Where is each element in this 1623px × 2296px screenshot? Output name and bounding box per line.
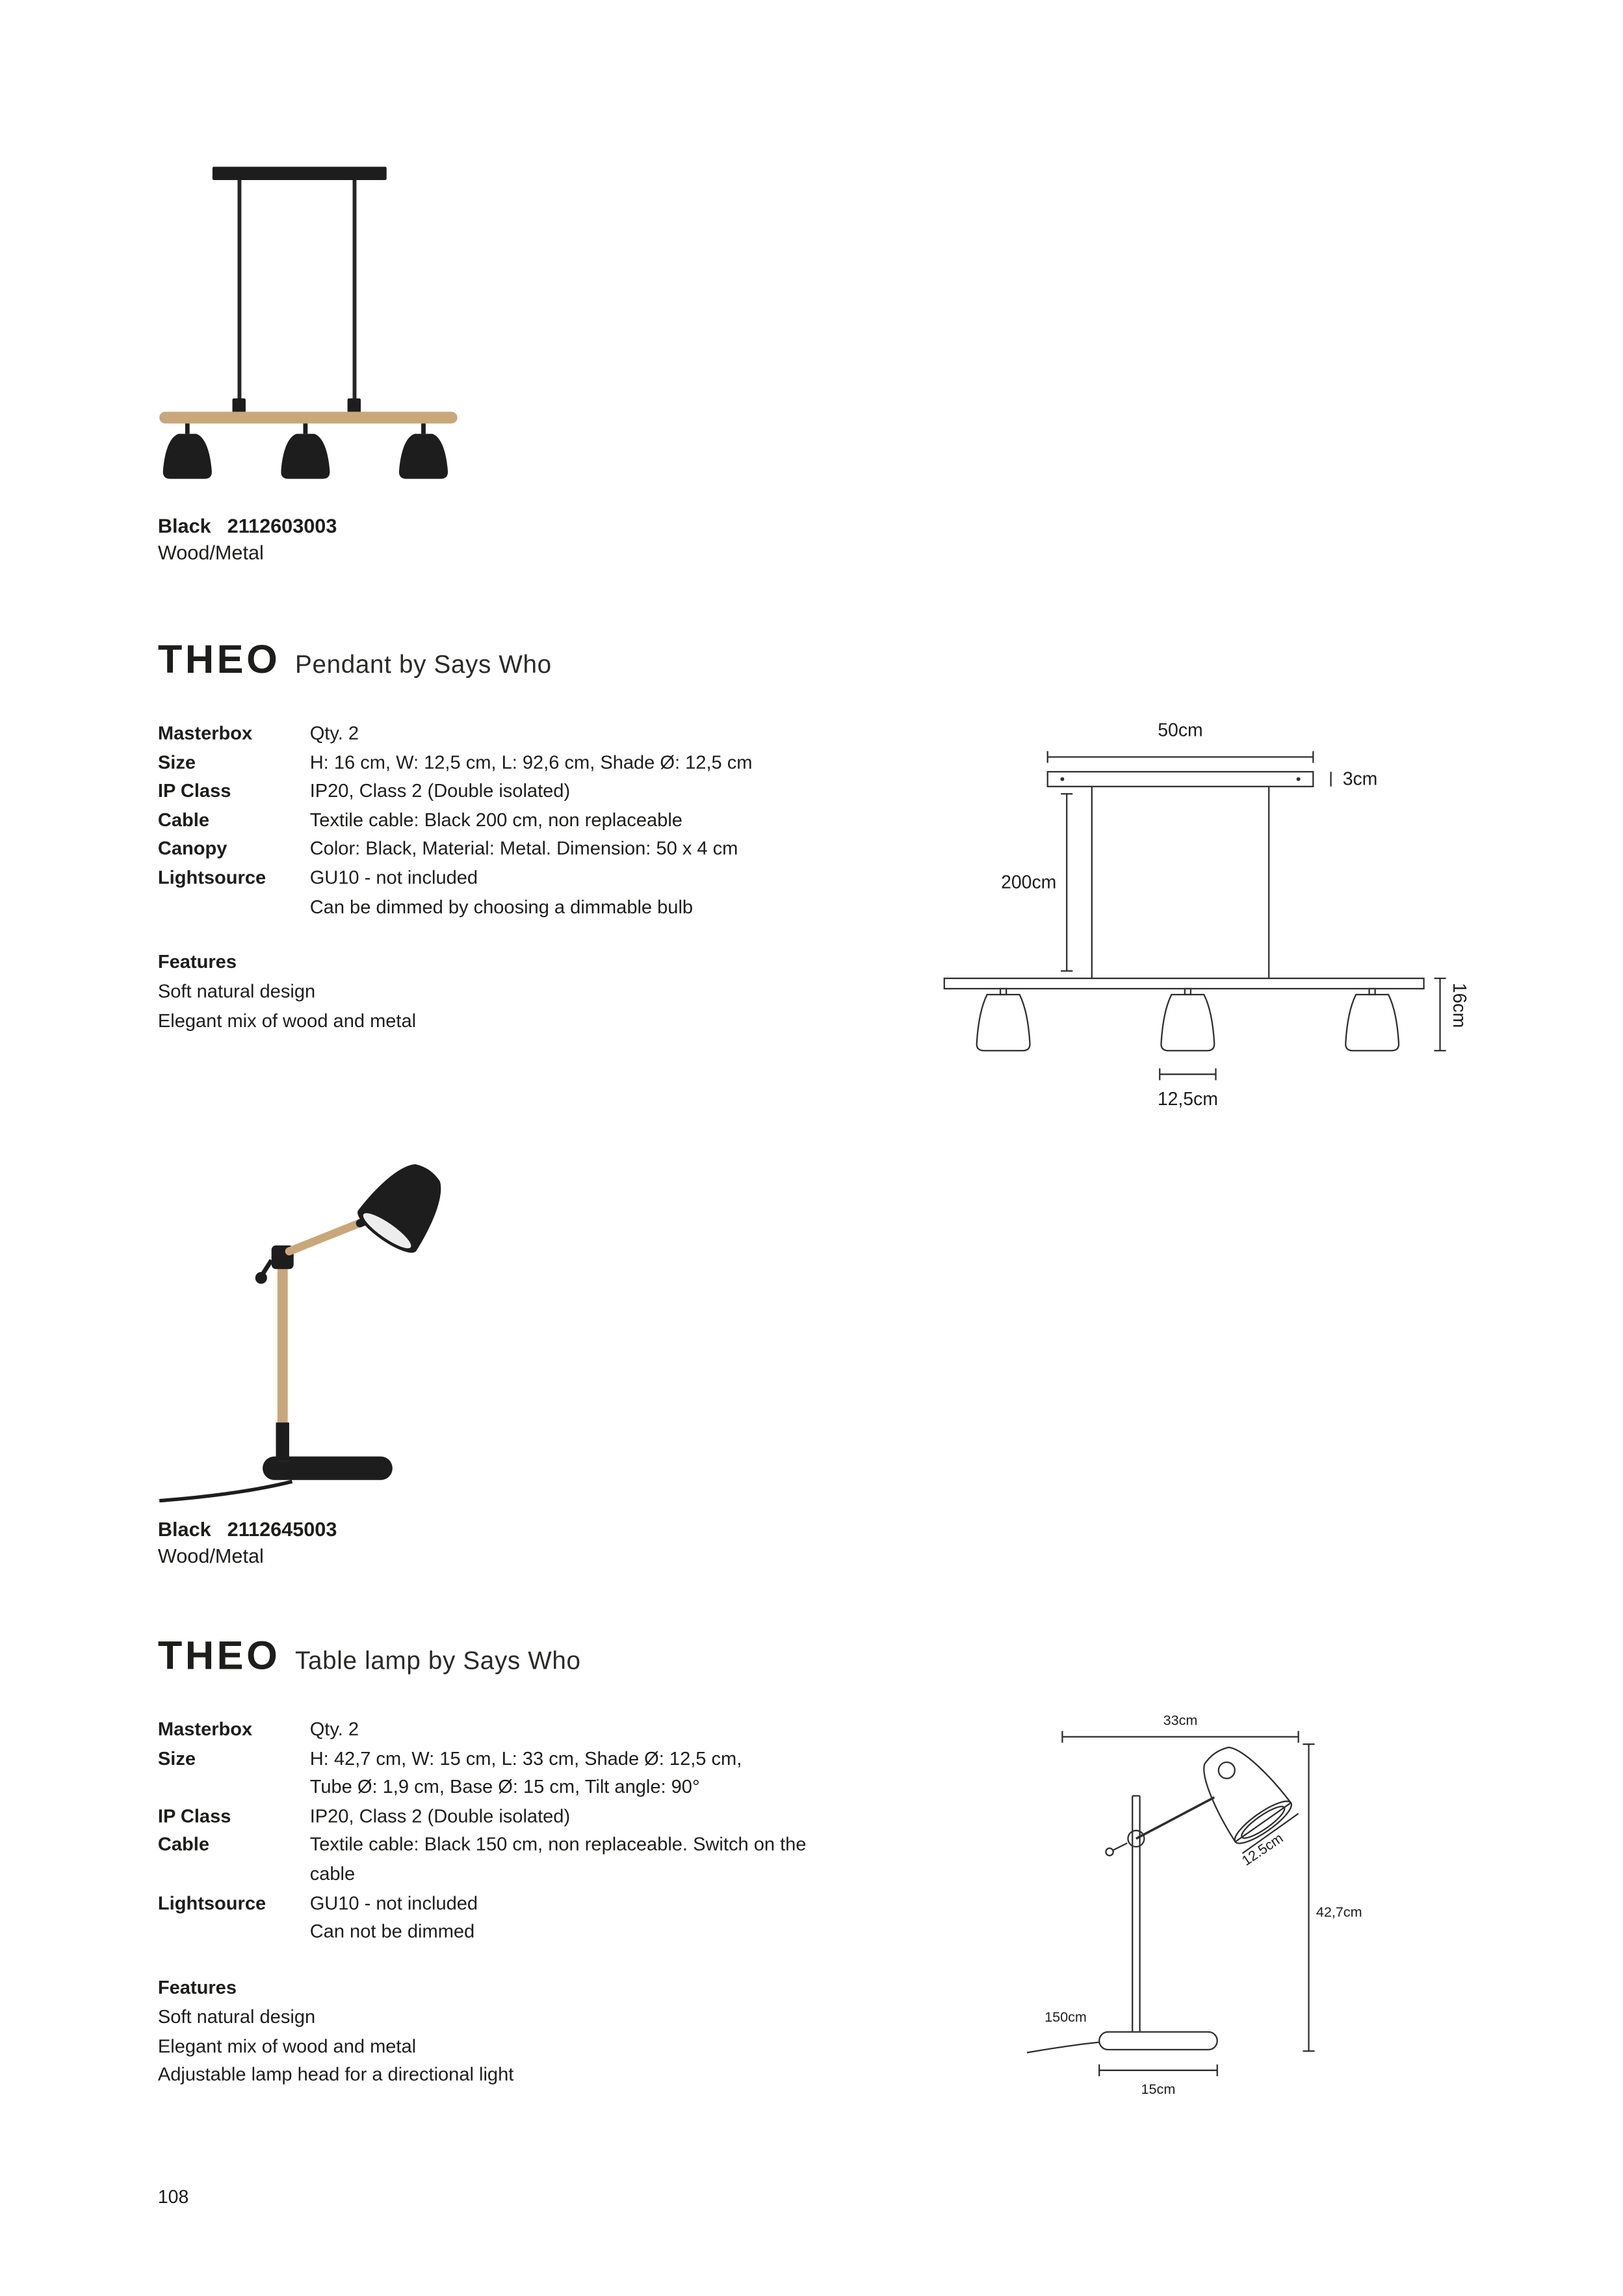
spec-value: GU10 - not included — [309, 866, 478, 889]
table-lamp-dimension-drawing — [1018, 1704, 1387, 2140]
variant-material: Wood/Metal — [157, 1545, 264, 1567]
features-title: Features — [157, 1976, 237, 1998]
spec-table — [158, 1715, 866, 1946]
product-caption — [158, 1517, 337, 1571]
spec-value: IP20, Class 2 (Double isolated) — [309, 779, 571, 802]
power-cable — [159, 1481, 292, 1501]
wood-arm — [289, 1222, 363, 1251]
spec-value: Tube Ø: 1,9 cm, Base Ø: 15 cm, Tilt angle: 90° — [309, 1775, 700, 1798]
wood-bar — [159, 411, 458, 423]
feature-item: Soft natural design — [157, 980, 316, 1003]
dim-fixture-height-label: 16cm — [1449, 982, 1470, 1028]
shade-stem — [185, 423, 190, 434]
dim-shade-diameter-label: 12.5cm — [1239, 1831, 1287, 1870]
dim-shade-diameter-label: 12,5cm — [1157, 1089, 1218, 1110]
spec-value: H: 42,7 cm, W: 15 cm, L: 33 cm, Shade Ø: 12,5 cm, — [309, 1746, 742, 1769]
spec-label: Cable — [157, 808, 210, 831]
lamp-shade — [399, 434, 448, 478]
product-title: THEO — [157, 1633, 281, 1678]
spec-label: Lightsource — [157, 1891, 266, 1914]
spec-row — [158, 892, 807, 920]
spec-value: Can be dimmed by choosing a dimmable bulb — [309, 894, 694, 917]
spec-row — [158, 834, 807, 863]
lamp-shade — [281, 434, 330, 478]
spec-row — [158, 1743, 866, 1772]
feature-item: Adjustable lamp head for a directional light — [157, 2063, 514, 2086]
features-title: Features — [157, 950, 237, 972]
spec-label: Masterbox — [157, 1717, 253, 1740]
spec-row — [158, 1859, 866, 1888]
pendant-ceiling-bar — [213, 167, 387, 180]
spec-row — [158, 748, 807, 776]
pendant-dimension-lines — [915, 709, 1505, 1136]
spec-row — [158, 776, 807, 805]
shade-stem — [421, 423, 426, 434]
spec-label — [158, 1859, 310, 1888]
spec-value: GU10 - not included — [309, 1891, 478, 1914]
spec-row — [158, 1715, 866, 1743]
pole-bottom-sleeve — [276, 1422, 289, 1461]
spec-table — [158, 718, 807, 920]
spec-value: H: 16 cm, W: 12,5 cm, L: 92,6 cm, Shade Ø: 12,5 cm — [309, 750, 753, 773]
dim-height-label: 42,7cm — [1316, 1905, 1362, 1922]
dim-canopy-depth-label: 3cm — [1342, 768, 1378, 790]
spec-label: Masterbox — [157, 722, 253, 744]
spec-label: IP Class — [157, 1804, 231, 1827]
product-heading — [158, 1634, 581, 1679]
pendant-dimension-drawing — [915, 709, 1505, 1136]
spec-value: Can not be dimmed — [309, 1920, 475, 1942]
dim-cable-length-label: 200cm — [1001, 872, 1057, 893]
feature-item: Soft natural design — [157, 2005, 316, 2028]
spec-label — [158, 1773, 310, 1801]
spec-value: Textile cable: Black 150 cm, non replaceable. Switch on the — [309, 1833, 807, 1856]
adjust-knob — [255, 1272, 267, 1284]
canopy-screw-dot — [1297, 777, 1301, 781]
spec-row — [158, 805, 807, 834]
spec-value: Qty. 2 — [309, 722, 359, 744]
spec-row — [158, 718, 807, 747]
spec-label: Size — [157, 750, 196, 773]
spec-value: Textile cable: Black 200 cm, non replaceable — [309, 808, 682, 831]
dim-cable-length-label: 150cm — [1045, 2009, 1087, 2026]
lamp-shade — [352, 1150, 458, 1259]
dim-width-label: 50cm — [1158, 720, 1203, 741]
spec-row — [158, 1801, 866, 1830]
spec-row — [158, 863, 807, 892]
spec-label — [158, 892, 310, 920]
product-subtitle: Table lamp by Says Who — [295, 1647, 581, 1675]
spec-label: Size — [157, 1746, 196, 1769]
variant-color: Black — [157, 515, 211, 538]
spec-row — [158, 1831, 866, 1859]
dim-length-label: 33cm — [1163, 1713, 1198, 1730]
spec-label: Lightsource — [157, 866, 266, 889]
product-title: THEO — [157, 637, 281, 682]
product-subtitle: Pendant by Says Who — [295, 651, 552, 679]
spec-value: IP20, Class 2 (Double isolated) — [309, 1804, 571, 1827]
spec-row — [158, 1888, 866, 1917]
feature-item: Elegant mix of wood and metal — [157, 2034, 417, 2057]
table-lamp-dimension-lines — [1018, 1704, 1387, 2140]
table-lamp-product-image — [148, 1148, 487, 1509]
product-caption — [158, 514, 337, 567]
product-heading — [158, 638, 552, 683]
dim-base-diameter-label: 15cm — [1141, 2081, 1176, 2098]
features-block — [158, 947, 416, 1034]
feature-item: Elegant mix of wood and metal — [157, 1009, 417, 1032]
spec-label — [158, 1917, 310, 1946]
spec-label: Cable — [157, 1833, 210, 1856]
lamp-shade — [163, 434, 212, 478]
spec-row — [158, 1773, 866, 1801]
spec-label: Canopy — [157, 837, 227, 859]
pendant-product-image — [148, 140, 472, 510]
spec-label: IP Class — [157, 779, 231, 802]
variant-material: Wood/Metal — [157, 541, 264, 564]
variant-color: Black — [157, 1518, 211, 1541]
spec-value: Qty. 2 — [309, 1717, 359, 1740]
spec-value: cable — [309, 1862, 356, 1885]
features-block — [158, 1973, 513, 2089]
pendant-suspension-rod — [237, 180, 241, 403]
spec-value: Color: Black, Material: Metal. Dimension: 50 x 4 cm — [309, 837, 738, 859]
variant-sku: 2112645003 — [227, 1518, 337, 1541]
pendant-suspension-rod — [353, 180, 357, 403]
variant-sku: 2112603003 — [227, 515, 337, 538]
canopy-screw-dot — [1060, 777, 1064, 781]
shade-stem — [303, 423, 307, 434]
page-number: 108 — [157, 2187, 189, 2208]
spec-row — [158, 1917, 866, 1946]
